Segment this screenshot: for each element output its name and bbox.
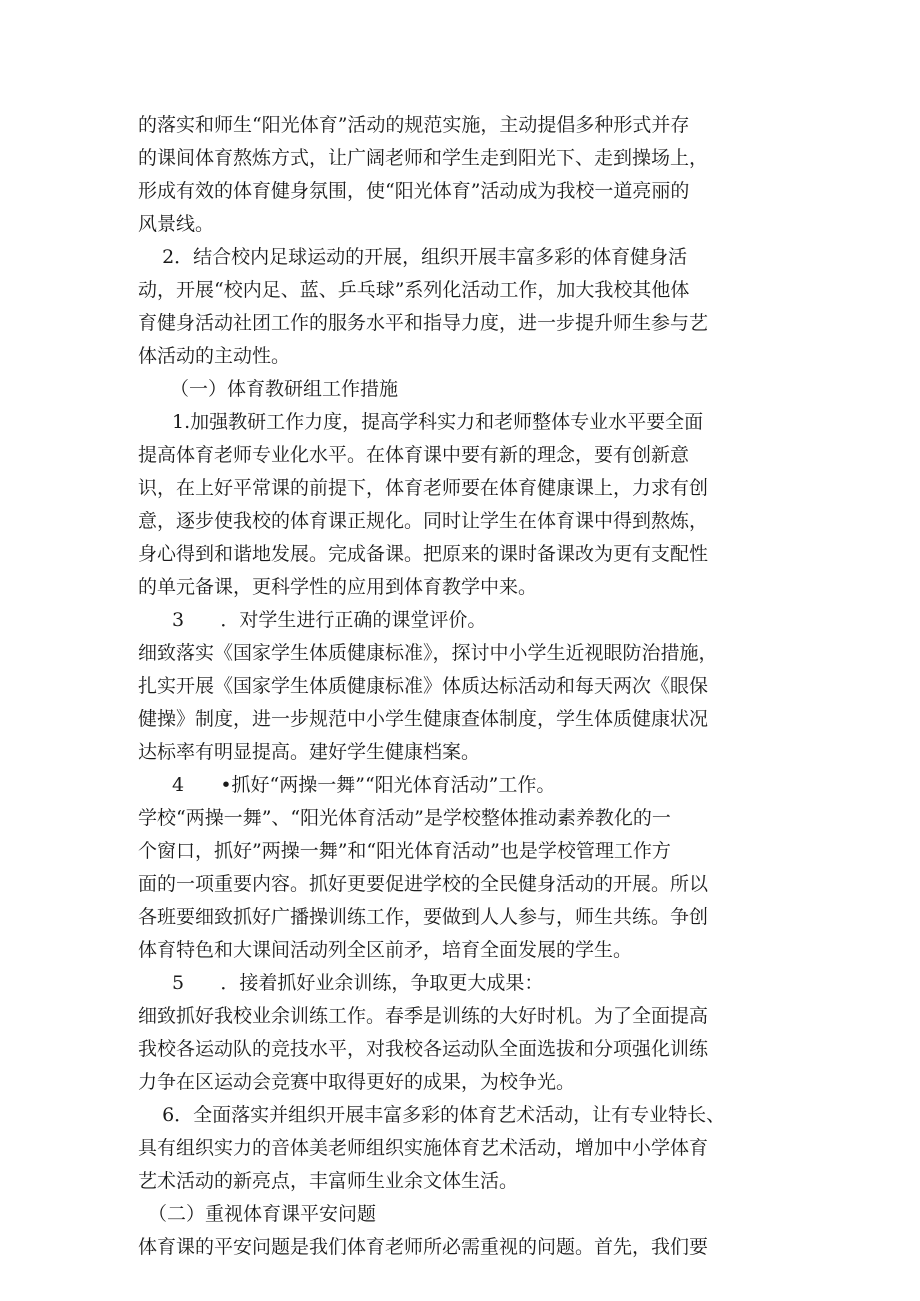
- list-item-3: 3 ．对学生进行正确的课堂评价。: [172, 609, 487, 631]
- paragraph-line: 意，逐步使我校的体育课正规化。同时让学生在体育课中得到熬炼，: [138, 510, 709, 532]
- paragraph-line: 艺术活动的新亮点，丰富师生业余文体生活。: [138, 1170, 519, 1192]
- paragraph-line: 形成有效的体育健身氛围，使“阳光体育”活动成为我校一道亮丽的: [138, 180, 690, 202]
- list-item-2: 2．结合校内足球运动的开展，组织开展丰富多彩的体育健身活: [150, 246, 688, 268]
- list-item-6: 6．全面落实并组织开展丰富多彩的体育艺术活动，让有专业特长、: [150, 1104, 726, 1126]
- list-item-1: 1.加强教研工作力度，提高学科实力和老师整体专业水平要全面: [172, 411, 704, 433]
- paragraph-line: 各班要细致抓好广播操训练工作，要做到人人参与，师生共练。争创: [138, 906, 709, 928]
- paragraph-line: 个窗口，抓好”两操一舞”和“阳光体育活动”也是学校管理工作方: [138, 840, 671, 862]
- paragraph-line: 的课间体育熬炼方式，让广阔老师和学生走到阳光下、走到操场上，: [138, 147, 709, 169]
- paragraph-line: 身心得到和谐地发展。完成备课。把原来的课时备课改为更有支配性: [138, 543, 709, 565]
- paragraph-line: 体育课的平安问题是我们体育老师所必需重视的问题。首先，我们要: [138, 1236, 709, 1258]
- paragraph-line: 育健身活动社团工作的服务水平和指导力度，进一步提升师生参与艺: [138, 312, 709, 334]
- section-heading-2: （二）重视体育课平安问题: [148, 1203, 377, 1225]
- paragraph-line: 的单元备课，更科学性的应用到体育教学中来。: [138, 576, 538, 598]
- paragraph-line: 风景线。: [138, 213, 215, 235]
- list-item-5: 5 ．接着抓好业余训练，争取更大成果：: [172, 972, 544, 994]
- paragraph-line: 体活动的主动性。: [138, 345, 291, 367]
- paragraph-line: 面的一项重要内容。抓好更要促进学校的全民健身活动的开展。所以: [138, 873, 709, 895]
- paragraph-line: 细致落实《国家学生体质健康标准》，探讨中小学生近视眼防治措施，: [138, 642, 718, 664]
- paragraph-line: 力争在区运动会竞赛中取得更好的成果，为校争光。: [138, 1071, 576, 1093]
- paragraph-line: 体育特色和大课间活动列全区前矛，培育全面发展的学生。: [138, 939, 633, 961]
- paragraph-line: 扎实开展《国家学生体质健康标准》体质达标活动和每天两次《眼保: [138, 675, 709, 697]
- paragraph-line: 动，开展“校内足、蓝、乒乓球”系列化活动工作，加大我校其他体: [138, 279, 690, 301]
- paragraph-line: 提高体育老师专业化水平。在体育课中要有新的理念，要有创新意: [138, 444, 690, 466]
- paragraph-line: 健操》制度，进一步规范中小学生健康查体制度，学生体质健康状况: [138, 708, 709, 730]
- paragraph-line: 的落实和师生“阳光体育”活动的规范实施，主动提倡多种形式并存: [138, 114, 690, 136]
- paragraph-line: 达标率有明显提高。建好学生健康档案。: [138, 741, 481, 763]
- list-item-4: 4 •抓好“两操一舞”“阳光体育活动”工作。: [172, 774, 556, 796]
- paragraph-line: 具有组织实力的音体美老师组织实施体育艺术活动，增加中小学体育: [138, 1137, 709, 1159]
- paragraph-line: 学校“两操一舞”、“阳光体育活动”是学校整体推动素养教化的一: [138, 807, 671, 829]
- section-heading-1: （一）体育教研组工作措施: [170, 378, 399, 400]
- paragraph-line: 我校各运动队的竞技水平，对我校各运动队全面选拔和分项强化训练: [138, 1038, 709, 1060]
- paragraph-line: 识，在上好平常课的前提下，体育老师要在体育健康课上，力求有创: [138, 477, 709, 499]
- paragraph-line: 细致抓好我校业余训练工作。春季是训练的大好时机。为了全面提高: [138, 1005, 709, 1027]
